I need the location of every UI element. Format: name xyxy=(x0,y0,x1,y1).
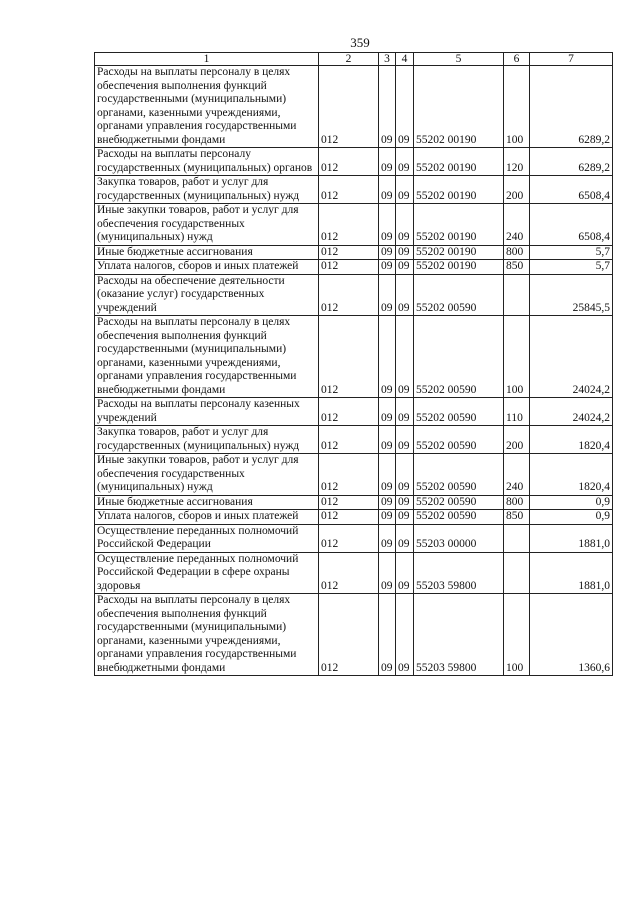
amount: 1360,6 xyxy=(530,594,613,676)
expense-type-code xyxy=(504,524,530,552)
expense-type-code: 850 xyxy=(504,260,530,275)
subsection-code: 09 xyxy=(396,426,414,454)
column-header: 3 xyxy=(379,53,396,66)
ministry-code: 012 xyxy=(319,426,379,454)
expense-type-code xyxy=(504,274,530,316)
table-row xyxy=(95,398,613,426)
header-row xyxy=(95,53,613,66)
target-article-code: 55202 00590 xyxy=(414,495,504,510)
subsection-code: 09 xyxy=(396,176,414,204)
section-code: 09 xyxy=(379,66,396,148)
amount: 5,7 xyxy=(530,260,613,275)
table-row xyxy=(95,66,613,148)
expense-type-code: 240 xyxy=(504,204,530,246)
ministry-code: 012 xyxy=(319,148,379,176)
expense-name: Осуществление переданных полномочий Российской Федерации в сфере охраны здоровья xyxy=(95,552,319,594)
expense-name: Иные бюджетные ассигнования xyxy=(95,245,319,260)
amount: 6289,2 xyxy=(530,148,613,176)
expense-name: Расходы на выплаты персоналу в целях обеспечения выполнения функций государственными (муниципальными) органами, казенными учреждениями, органами управления государственными внебюджетными фондами xyxy=(95,66,319,148)
column-header: 2 xyxy=(319,53,379,66)
table-row xyxy=(95,495,613,510)
expense-name: Закупка товаров, работ и услуг для государственных (муниципальных) нужд xyxy=(95,176,319,204)
table-row xyxy=(95,426,613,454)
expense-name: Расходы на выплаты персоналу в целях обеспечения выполнения функций государственными (муниципальными) органами, казенными учреждениями, органами управления государственными внебюджетными фондами xyxy=(95,594,319,676)
expense-type-code: 110 xyxy=(504,398,530,426)
expense-name: Расходы на выплаты персоналу в целях обеспечения выполнения функций государственными (муниципальными) органами, казенными учреждениями, органами управления государственными внебюджетными фондами xyxy=(95,316,319,398)
expense-type-code: 850 xyxy=(504,510,530,525)
section-code: 09 xyxy=(379,495,396,510)
target-article-code: 55202 00190 xyxy=(414,260,504,275)
expense-type-code: 200 xyxy=(504,176,530,204)
subsection-code: 09 xyxy=(396,495,414,510)
table-body xyxy=(95,66,613,676)
amount: 1881,0 xyxy=(530,524,613,552)
subsection-code: 09 xyxy=(396,245,414,260)
budget-table xyxy=(94,52,613,676)
subsection-code: 09 xyxy=(396,594,414,676)
table-row xyxy=(95,204,613,246)
section-code: 09 xyxy=(379,148,396,176)
expense-type-code: 120 xyxy=(504,148,530,176)
table-row xyxy=(95,274,613,316)
ministry-code: 012 xyxy=(319,594,379,676)
ministry-code: 012 xyxy=(319,316,379,398)
table-row xyxy=(95,316,613,398)
amount: 6508,4 xyxy=(530,204,613,246)
subsection-code: 09 xyxy=(396,260,414,275)
table-row xyxy=(95,524,613,552)
ministry-code: 012 xyxy=(319,552,379,594)
section-code: 09 xyxy=(379,524,396,552)
target-article-code: 55202 00190 xyxy=(414,245,504,260)
column-header: 6 xyxy=(504,53,530,66)
ministry-code: 012 xyxy=(319,176,379,204)
expense-type-code xyxy=(504,552,530,594)
section-code: 09 xyxy=(379,594,396,676)
target-article-code: 55202 00190 xyxy=(414,148,504,176)
expense-name: Расходы на выплаты персоналу казенных учреждений xyxy=(95,398,319,426)
expense-name: Расходы на обеспечение деятельности (оказание услуг) государственных учреждений xyxy=(95,274,319,316)
ministry-code: 012 xyxy=(319,495,379,510)
expense-type-code: 240 xyxy=(504,454,530,496)
expense-type-code: 100 xyxy=(504,66,530,148)
expense-name: Закупка товаров, работ и услуг для государственных (муниципальных) нужд xyxy=(95,426,319,454)
subsection-code: 09 xyxy=(396,316,414,398)
target-article-code: 55202 00590 xyxy=(414,274,504,316)
expense-name: Осуществление переданных полномочий Российской Федерации xyxy=(95,524,319,552)
amount: 24024,2 xyxy=(530,398,613,426)
subsection-code: 09 xyxy=(396,148,414,176)
expense-name: Уплата налогов, сборов и иных платежей xyxy=(95,260,319,275)
ministry-code: 012 xyxy=(319,524,379,552)
column-header: 7 xyxy=(530,53,613,66)
target-article-code: 55202 00190 xyxy=(414,176,504,204)
target-article-code: 55203 00000 xyxy=(414,524,504,552)
target-article-code: 55202 00190 xyxy=(414,66,504,148)
target-article-code: 55202 00190 xyxy=(414,204,504,246)
expense-type-code: 800 xyxy=(504,495,530,510)
ministry-code: 012 xyxy=(319,454,379,496)
table-row xyxy=(95,176,613,204)
amount: 5,7 xyxy=(530,245,613,260)
section-code: 09 xyxy=(379,510,396,525)
table-row xyxy=(95,148,613,176)
table-row xyxy=(95,552,613,594)
expense-type-code: 100 xyxy=(504,594,530,676)
column-header: 4 xyxy=(396,53,414,66)
expense-type-code: 800 xyxy=(504,245,530,260)
column-header: 5 xyxy=(414,53,504,66)
ministry-code: 012 xyxy=(319,66,379,148)
expense-name: Иные бюджетные ассигнования xyxy=(95,495,319,510)
table-row xyxy=(95,260,613,275)
target-article-code: 55203 59800 xyxy=(414,594,504,676)
target-article-code: 55202 00590 xyxy=(414,454,504,496)
amount: 24024,2 xyxy=(530,316,613,398)
ministry-code: 012 xyxy=(319,260,379,275)
ministry-code: 012 xyxy=(319,245,379,260)
section-code: 09 xyxy=(379,398,396,426)
amount: 1820,4 xyxy=(530,426,613,454)
target-article-code: 55202 00590 xyxy=(414,510,504,525)
target-article-code: 55202 00590 xyxy=(414,316,504,398)
section-code: 09 xyxy=(379,316,396,398)
expense-name: Иные закупки товаров, работ и услуг для обеспечения государственных (муниципальных) нужд xyxy=(95,204,319,246)
amount: 0,9 xyxy=(530,495,613,510)
subsection-code: 09 xyxy=(396,524,414,552)
ministry-code: 012 xyxy=(319,274,379,316)
ministry-code: 012 xyxy=(319,398,379,426)
section-code: 09 xyxy=(379,426,396,454)
table-row xyxy=(95,594,613,676)
subsection-code: 09 xyxy=(396,510,414,525)
subsection-code: 09 xyxy=(396,204,414,246)
subsection-code: 09 xyxy=(396,274,414,316)
amount: 1820,4 xyxy=(530,454,613,496)
amount: 25845,5 xyxy=(530,274,613,316)
expense-name: Расходы на выплаты персоналу государственных (муниципальных) органов xyxy=(95,148,319,176)
section-code: 09 xyxy=(379,176,396,204)
subsection-code: 09 xyxy=(396,454,414,496)
expense-type-code: 200 xyxy=(504,426,530,454)
target-article-code: 55202 00590 xyxy=(414,426,504,454)
table-row xyxy=(95,510,613,525)
subsection-code: 09 xyxy=(396,398,414,426)
column-header: 1 xyxy=(95,53,319,66)
table-row xyxy=(95,245,613,260)
subsection-code: 09 xyxy=(396,66,414,148)
target-article-code: 55203 59800 xyxy=(414,552,504,594)
expense-type-code: 100 xyxy=(504,316,530,398)
table-row xyxy=(95,454,613,496)
ministry-code: 012 xyxy=(319,204,379,246)
target-article-code: 55202 00590 xyxy=(414,398,504,426)
amount: 1881,0 xyxy=(530,552,613,594)
section-code: 09 xyxy=(379,552,396,594)
expense-name: Уплата налогов, сборов и иных платежей xyxy=(95,510,319,525)
amount: 6289,2 xyxy=(530,66,613,148)
section-code: 09 xyxy=(379,204,396,246)
section-code: 09 xyxy=(379,260,396,275)
section-code: 09 xyxy=(379,245,396,260)
amount: 0,9 xyxy=(530,510,613,525)
ministry-code: 012 xyxy=(319,510,379,525)
amount: 6508,4 xyxy=(530,176,613,204)
expense-name: Иные закупки товаров, работ и услуг для обеспечения государственных (муниципальных) нужд xyxy=(95,454,319,496)
section-code: 09 xyxy=(379,454,396,496)
section-code: 09 xyxy=(379,274,396,316)
subsection-code: 09 xyxy=(396,552,414,594)
page-number: 359 xyxy=(350,35,370,50)
